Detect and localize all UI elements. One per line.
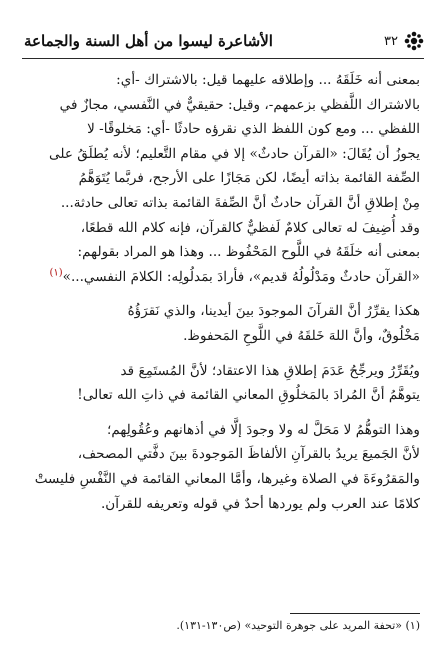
text-line: وهذا التوهُّمُ لا مَحَلَّ له ولا وجودَ إلَّا في أذهانهم وعُقُولِهم؛ — [107, 421, 420, 438]
text-line: اللفظي ... ومع كون اللفظ الذي نقرؤه حادثًا -أي: مَخلوقًا- لا — [87, 121, 420, 138]
quote-line: «القرآن حادثٌ ومَدْلُولُهُ قديم»، فأرادَ بمَدلُولِه: الكلامَ النفسي...» — [62, 268, 420, 285]
text-line: بمعنى أنه خلَقَهُ في اللَّوح المَحْفُوظ ... وهذا هو المراد بقولهم: — [77, 244, 420, 261]
main-text — [24, 68, 420, 516]
running-header — [22, 26, 424, 59]
text-line: يجوزُ أن يُقَالَ: «القرآن حادثٌ» إلا في مقام التَّعليم؛ لأنه يُطلَقُ على — [49, 145, 420, 162]
text-line: وقد أُضِيفَ له تعالى كلامٌ لَفظيٌّ كالقرآن، فإنه كلام الله قطعًا، — [80, 219, 420, 236]
text-line: والمَقرُوءَةَ في الصلاة وغيرها، وأمَّا المعاني القائمة في النَّفْسِ فليستْ — [34, 470, 420, 487]
paragraph-2 — [24, 299, 420, 348]
paragraph-1 — [24, 68, 420, 289]
text-line: مِنْ إطلاقِ أنَّ القرآن حادثٌ أنَّ الصِّفةَ القائمة بذاته تعالى حادثة... — [60, 194, 420, 211]
footnote-text: «تحفة المريد على جوهرة التوحيد» (ص١٣٠-١٣١). — [176, 619, 402, 632]
ornament-icon — [404, 31, 424, 51]
text-line: بالاشتراك اللَّفظي بزعمهم-، وقيل: حقيقيٌّ في النَّفسي، مجازٌ في — [59, 96, 420, 113]
text-line — [24, 265, 420, 290]
page-number: ٣٢ — [384, 33, 398, 49]
footnote-reference[interactable]: (١) — [49, 267, 63, 279]
paragraph-3 — [24, 359, 420, 408]
text-line: مَخْلُوقٌ، وأنَّ اللهَ خَلقَهُ في اللَّوحِ المَحفوظ. — [183, 327, 420, 344]
text-line: بمعنى أنه خَلَقَهُ ... وإطلاقه عليهما قيل: بالاشتراك -أي: — [116, 72, 420, 88]
text-line: لأنَّ الجَميعَ يريدُ بالقرآنِ الألفاظَ المَوجودةَ بينَ دفَّتي المصحف، — [77, 446, 420, 463]
footnote-number: (١) — [405, 619, 420, 632]
footnote — [24, 618, 420, 634]
text-line: كلامًا عند العرب ولم يوردها أحدٌ في قوله وتعريفه للقرآن. — [100, 495, 420, 512]
text-line: يتوهَّمُ أنَّ المُرادَ بالمَخلُوقِ المعاني القائمة في ذاتِ الله تعالى! — [77, 387, 420, 404]
text-line: ويُقَرِّرُ ويرجِّحُ عَدَمَ إطلاقِ هذا الاعتقاد؛ لأنَّ المُستَمِعَ قد — [120, 362, 420, 379]
page-number-group — [384, 31, 424, 51]
text-line: الصِّفة القائمة بذاته أيضًا، لكن مَجَازًا على الأرجح، فربَّما يُتَوَهَّمُ — [78, 170, 420, 187]
footnote-divider — [290, 613, 420, 614]
running-title: الأشاعرة ليسوا من أهل السنة والجماعة — [24, 32, 273, 50]
text-line: هكذا يقرِّرُ أنَّ القرآنَ الموجودَ بينَ أيدينا، والذي نَقرَؤُهُ — [127, 303, 420, 320]
paragraph-4 — [24, 418, 420, 516]
